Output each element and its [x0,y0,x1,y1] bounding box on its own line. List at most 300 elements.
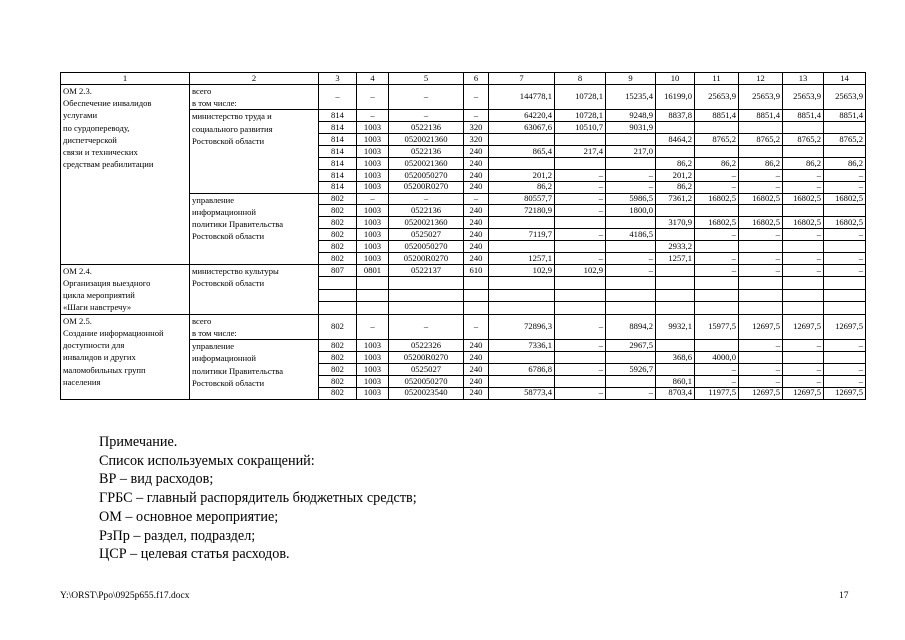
data-cell [606,302,656,314]
data-cell [606,157,656,169]
data-cell: 8765,2 [783,134,824,146]
data-cell: 240 [464,387,489,399]
data-cell [606,217,656,229]
data-cell: 1003 [357,134,389,146]
executor-label: всего в том числе: [190,84,319,109]
data-cell [464,289,489,301]
data-cell: 217,4 [555,145,606,157]
executor-label: всего в том числе: [190,314,319,339]
data-cell: 9932,1 [656,314,695,339]
data-cell [606,375,656,387]
data-cell [389,302,464,314]
data-cell: 802 [319,314,357,339]
executor-label: министерство культуры Ростовской области [190,264,319,314]
column-number: 12 [739,73,783,85]
data-cell: 1003 [357,217,389,229]
data-cell: 86,2 [695,157,739,169]
data-cell [357,289,389,301]
data-cell: 16802,5 [824,193,866,205]
data-cell [357,302,389,314]
data-cell: – [464,314,489,339]
executor-label: управление информационной политики Правительства Ростовской области [190,193,319,264]
data-cell: 12697,5 [824,314,866,339]
data-cell: 201,2 [656,169,695,181]
data-cell: 802 [319,340,357,352]
data-cell [555,134,606,146]
data-cell [824,277,866,289]
data-cell: 1003 [357,169,389,181]
data-cell: 10510,7 [555,122,606,134]
data-cell [555,302,606,314]
data-cell [656,122,695,134]
data-cell: – [783,169,824,181]
column-number: 13 [783,73,824,85]
data-cell: 0520023540 [389,387,464,399]
data-cell: – [606,252,656,264]
data-cell: – [555,314,606,339]
data-cell: 16802,5 [783,217,824,229]
data-cell: 25653,9 [695,84,739,109]
note-item: ВР – вид расходов; [99,471,214,488]
data-cell: – [739,229,783,241]
data-cell: 240 [464,205,489,217]
data-cell [555,375,606,387]
data-cell: 1003 [357,205,389,217]
data-cell [555,289,606,301]
data-cell: 201,2 [489,169,555,181]
data-cell: 86,2 [783,157,824,169]
data-cell: 8464,2 [656,134,695,146]
data-cell: 814 [319,134,357,146]
column-number: 9 [606,73,656,85]
data-cell: – [824,375,866,387]
data-cell [783,241,824,253]
data-cell: – [464,110,489,122]
data-cell: – [357,110,389,122]
data-cell [656,363,695,375]
data-cell: 72180,9 [489,205,555,217]
data-cell [389,289,464,301]
data-cell: – [695,375,739,387]
data-cell: 86,2 [824,157,866,169]
data-cell: 16802,5 [824,217,866,229]
data-cell [606,351,656,363]
data-cell: – [739,181,783,193]
data-cell: 814 [319,169,357,181]
data-cell: 7336,1 [489,340,555,352]
note-title: Примечание. [99,434,178,450]
data-cell: 802 [319,351,357,363]
note-list-heading: Список используемых сокращений: [99,452,315,469]
data-cell: 1003 [357,363,389,375]
data-cell [555,241,606,253]
data-cell: 144778,1 [489,84,555,109]
data-cell [824,122,866,134]
data-cell: 240 [464,351,489,363]
data-cell: 802 [319,252,357,264]
data-cell: – [389,84,464,109]
data-cell: 0522326 [389,340,464,352]
data-cell: 0522136 [389,205,464,217]
data-cell: – [606,264,656,276]
data-cell: 240 [464,145,489,157]
column-number: 10 [656,73,695,85]
data-cell [656,302,695,314]
data-cell: 5926,7 [606,363,656,375]
activity-label: ОМ 2.3. Обеспечение инвалидов услугами по сурдопереводу, диспетчерской связи и технических средствам реабилитации [61,84,190,264]
data-cell: – [739,340,783,352]
data-cell: 368,6 [656,351,695,363]
data-cell: 240 [464,363,489,375]
data-cell: 814 [319,157,357,169]
data-cell: – [783,252,824,264]
data-cell: 102,9 [555,264,606,276]
data-cell [555,351,606,363]
data-cell [606,134,656,146]
data-cell: 8851,4 [824,110,866,122]
data-cell: – [783,340,824,352]
data-cell: – [606,169,656,181]
data-cell [783,351,824,363]
data-cell [739,241,783,253]
data-cell: 102,9 [489,264,555,276]
data-cell [695,302,739,314]
data-cell: 72896,3 [489,314,555,339]
column-number: 5 [389,73,464,85]
data-cell [739,205,783,217]
data-cell: – [783,229,824,241]
data-cell: 802 [319,375,357,387]
column-number: 4 [357,73,389,85]
data-cell: – [555,169,606,181]
data-cell: 8851,4 [695,110,739,122]
data-cell: 1257,1 [489,252,555,264]
data-cell: – [389,314,464,339]
data-cell: 58773,4 [489,387,555,399]
note-item: ГРБС – главный распорядитель бюджетных средств; [99,490,417,507]
data-cell: 0520050270 [389,169,464,181]
data-cell: – [555,229,606,241]
data-cell: 320 [464,122,489,134]
data-cell: 86,2 [656,181,695,193]
data-cell [739,145,783,157]
table-row [61,84,866,109]
data-cell [656,145,695,157]
column-number: 6 [464,73,489,85]
data-cell: – [555,252,606,264]
data-cell: 16802,5 [695,217,739,229]
data-cell: 4186,5 [606,229,656,241]
data-cell: 5986,5 [606,193,656,205]
data-cell: – [555,205,606,217]
data-cell: – [739,264,783,276]
data-cell: – [783,264,824,276]
data-cell [489,217,555,229]
data-cell: 240 [464,181,489,193]
data-cell [695,277,739,289]
data-cell: 8765,2 [739,134,783,146]
data-cell: 80557,7 [489,193,555,205]
data-cell: – [464,193,489,205]
data-cell: 240 [464,157,489,169]
data-cell [824,289,866,301]
data-cell: 1257,1 [656,252,695,264]
data-cell: 15977,5 [695,314,739,339]
data-cell [824,205,866,217]
data-cell [783,277,824,289]
data-cell: 240 [464,229,489,241]
data-cell: 7119,7 [489,229,555,241]
data-cell [695,145,739,157]
data-cell: 25653,9 [739,84,783,109]
data-cell: 1003 [357,387,389,399]
data-cell: – [464,84,489,109]
column-number: 1 [61,73,190,85]
data-cell [489,277,555,289]
data-cell: 0520050270 [389,375,464,387]
data-cell: – [555,193,606,205]
data-cell: – [695,264,739,276]
data-cell: – [824,181,866,193]
data-cell: – [389,193,464,205]
data-cell [783,145,824,157]
data-cell: 0520021360 [389,157,464,169]
data-cell: 320 [464,134,489,146]
data-cell [464,302,489,314]
data-cell: – [783,363,824,375]
data-cell: – [555,387,606,399]
data-cell: – [739,375,783,387]
data-cell [555,157,606,169]
note-item: ОМ – основное мероприятие; [99,508,279,525]
data-cell: 8765,2 [695,134,739,146]
data-cell [695,289,739,301]
data-cell: 16199,0 [656,84,695,109]
data-cell [824,145,866,157]
data-cell [489,289,555,301]
data-cell [656,289,695,301]
data-cell: 0525027 [389,363,464,375]
data-cell: 1003 [357,145,389,157]
data-cell: 2933,2 [656,241,695,253]
data-cell: – [783,181,824,193]
data-cell [489,302,555,314]
data-cell: – [357,193,389,205]
data-cell: 0522136 [389,122,464,134]
data-cell: 4000,0 [695,351,739,363]
column-number: 7 [489,73,555,85]
data-cell [656,340,695,352]
data-cell [783,302,824,314]
column-number: 2 [190,73,319,85]
data-cell [489,375,555,387]
data-cell: – [357,84,389,109]
data-cell: 240 [464,375,489,387]
data-cell [695,340,739,352]
column-number: 3 [319,73,357,85]
data-cell: – [319,84,357,109]
data-cell: 1003 [357,241,389,253]
data-cell: 240 [464,169,489,181]
data-cell: – [555,363,606,375]
data-cell [489,134,555,146]
data-cell [783,289,824,301]
data-cell: 8703,4 [656,387,695,399]
data-cell: 86,2 [489,181,555,193]
data-cell: 8894,2 [606,314,656,339]
data-cell: 10728,1 [555,110,606,122]
data-cell: 1003 [357,375,389,387]
data-cell [555,217,606,229]
data-cell: – [606,387,656,399]
data-cell: 16802,5 [695,193,739,205]
data-cell: 802 [319,217,357,229]
data-cell: 240 [464,241,489,253]
data-cell: 6786,8 [489,363,555,375]
data-cell: – [824,340,866,352]
data-cell: 12697,5 [783,314,824,339]
data-cell: – [783,375,824,387]
data-cell [319,302,357,314]
data-cell [489,241,555,253]
data-cell: 86,2 [739,157,783,169]
data-cell [606,277,656,289]
data-cell: 802 [319,205,357,217]
data-cell: 8851,4 [739,110,783,122]
data-cell: – [695,252,739,264]
activity-label: ОМ 2.5. Создание информационной доступности для инвалидов и других маломобильных групп населения [61,314,190,399]
data-cell [319,277,357,289]
data-cell: 240 [464,340,489,352]
data-cell [357,277,389,289]
data-cell [824,241,866,253]
data-cell [606,289,656,301]
column-number: 11 [695,73,739,85]
data-cell [656,229,695,241]
data-cell: 05200R0270 [389,252,464,264]
data-cell: – [555,181,606,193]
data-cell: – [824,229,866,241]
data-cell: 16802,5 [739,217,783,229]
data-cell: 802 [319,363,357,375]
data-cell: 1003 [357,122,389,134]
data-cell: 7361,2 [656,193,695,205]
file-path: Y:\ORST\Ppo\0925p655.f17.docx [60,591,190,601]
data-cell [656,205,695,217]
data-cell: 25653,9 [824,84,866,109]
data-cell [695,241,739,253]
column-number: 14 [824,73,866,85]
data-cell [695,205,739,217]
data-cell: 12697,5 [783,387,824,399]
data-cell: 8851,4 [783,110,824,122]
data-cell [555,277,606,289]
data-cell: 217,0 [606,145,656,157]
data-cell: 3170,9 [656,217,695,229]
data-cell: 1003 [357,229,389,241]
data-cell: 240 [464,252,489,264]
data-cell: 802 [319,193,357,205]
data-cell: 64220,4 [489,110,555,122]
data-cell: – [739,363,783,375]
data-cell [739,277,783,289]
header-row [61,73,866,85]
data-cell [489,157,555,169]
data-cell: 12697,5 [739,314,783,339]
data-cell: – [824,252,866,264]
data-cell [695,122,739,134]
notes-block [99,433,417,564]
data-cell: 814 [319,181,357,193]
data-cell: 16802,5 [783,193,824,205]
data-cell: – [824,363,866,375]
data-cell: – [739,252,783,264]
data-cell [783,205,824,217]
data-cell: 63067,6 [489,122,555,134]
data-cell: 814 [319,122,357,134]
data-cell [464,277,489,289]
data-cell: 1003 [357,252,389,264]
executor-label: управление информационной политики Правительства Ростовской области [190,340,319,399]
data-cell [783,122,824,134]
data-cell [656,277,695,289]
data-cell: 05200R0270 [389,181,464,193]
data-cell: 0522136 [389,145,464,157]
table-row [61,314,866,339]
data-cell: 9248,9 [606,110,656,122]
data-cell [739,122,783,134]
data-cell: 0525027 [389,229,464,241]
data-cell: 25653,9 [783,84,824,109]
data-cell: – [824,169,866,181]
data-cell: – [695,181,739,193]
data-cell: 1003 [357,351,389,363]
activity-label: ОМ 2.4. Организация выездного цикла мероприятий «Шаги навстречу» [61,264,190,314]
data-cell: 610 [464,264,489,276]
data-cell: 12697,5 [824,387,866,399]
data-cell: 2967,5 [606,340,656,352]
budget-table [60,72,866,400]
executor-label: министерство труда и социального развития Ростовской области [190,110,319,193]
data-cell: – [695,169,739,181]
page-number: 17 [839,591,849,601]
data-cell: 1003 [357,157,389,169]
data-cell: – [695,229,739,241]
data-cell [489,351,555,363]
data-cell: – [739,169,783,181]
data-cell: 0520021360 [389,217,464,229]
data-cell: 860,1 [656,375,695,387]
note-item: РзПр – раздел, подраздел; [99,527,256,544]
data-cell: 12697,5 [739,387,783,399]
data-cell: – [824,264,866,276]
data-cell [606,241,656,253]
data-cell: – [389,110,464,122]
data-cell: 0522137 [389,264,464,276]
data-cell [739,302,783,314]
data-cell: 814 [319,110,357,122]
data-cell: 0520050270 [389,241,464,253]
data-cell: – [357,314,389,339]
data-cell [656,264,695,276]
data-cell: 802 [319,241,357,253]
data-cell: 0520021360 [389,134,464,146]
data-cell [739,351,783,363]
table-row [61,264,866,276]
data-cell [319,289,357,301]
data-cell: 16802,5 [739,193,783,205]
data-cell: 1003 [357,181,389,193]
